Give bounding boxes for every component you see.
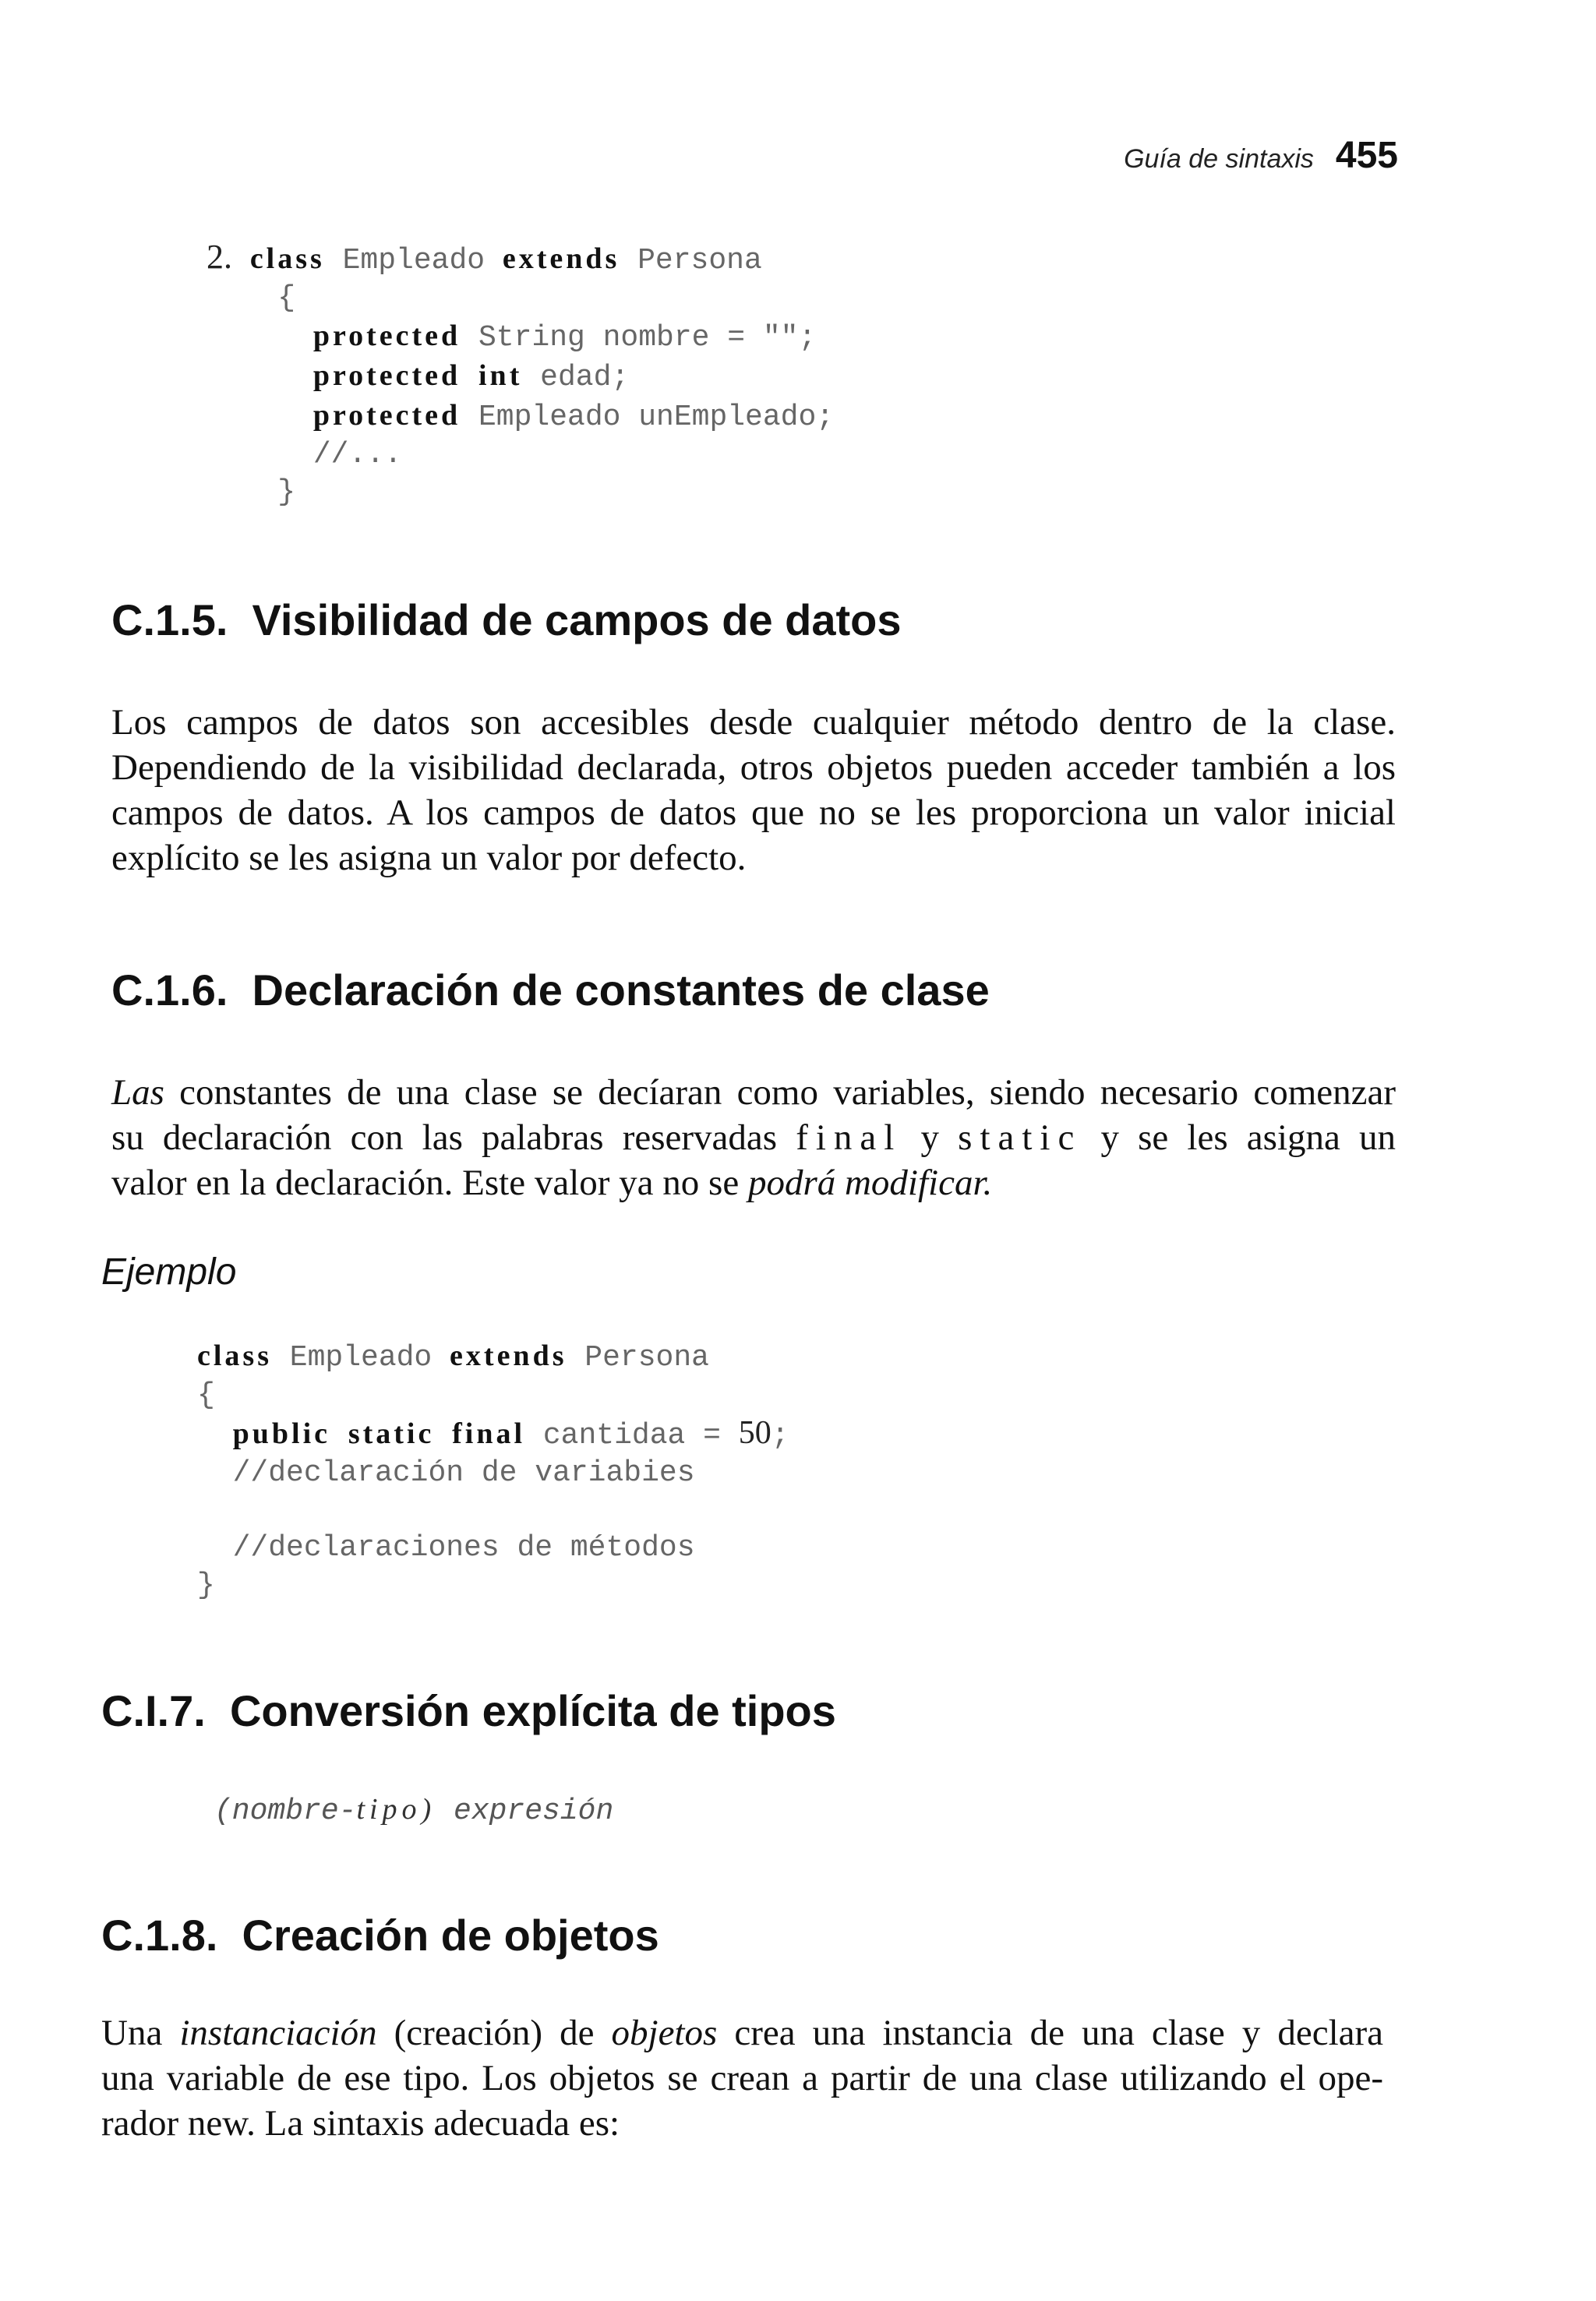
text: constantes de una clase se decíaran como variables, siendo necesario comenzar: [164, 1072, 1396, 1113]
code-keyword: protected: [312, 399, 461, 432]
section-title: Declaración de constantes de clase: [252, 965, 990, 1015]
code-comment: //declaración de variabies: [232, 1456, 695, 1490]
code-comment: //...: [312, 438, 402, 471]
cast-syntax: [214, 1792, 613, 1828]
code-comment: //declaraciones de métodos: [232, 1531, 695, 1565]
code-text: Empleado unEmpleado;: [461, 401, 835, 434]
paragraph-line: rador new. La sintaxis adecuada es:: [101, 2103, 620, 2144]
running-header: [1124, 134, 1398, 177]
item-number: 2.: [207, 238, 232, 276]
section-number: C.1.6.: [111, 965, 228, 1015]
section-title: Visibilidad de campos de datos: [252, 595, 902, 644]
code-keyword: protected: [312, 359, 461, 392]
code-keyword: static: [348, 1417, 435, 1450]
italic-text: podrá modificar.: [747, 1163, 993, 1203]
text: crea una instancia de una clase y declara: [717, 2013, 1383, 2053]
code-close-brace: }: [277, 475, 296, 509]
cast-syntax-part: tipo): [356, 1793, 436, 1826]
code-keyword: class: [249, 242, 325, 275]
italic-text: objetos: [611, 2013, 718, 2053]
paragraph-line: [111, 1160, 1396, 1205]
text: valor en la declaración. Este valor ya no se: [111, 1163, 748, 1203]
code-keyword: extends: [502, 242, 620, 275]
code-keyword: public: [232, 1417, 330, 1450]
paragraph-line: una variable de ese tipo. Los objetos se crean a partir de una clase utilizando el ope-: [101, 2058, 1383, 2098]
page-number: 455: [1335, 135, 1398, 176]
keyword-final: final: [796, 1117, 902, 1158]
paragraph-line: Dependiendo de la visibilidad declarada, otros objetos pueden acceder también a los: [111, 747, 1396, 788]
code-keyword: final: [452, 1417, 526, 1450]
paragraph-visibilidad: [111, 700, 1396, 881]
code-number: 50: [738, 1415, 772, 1451]
code-block-constante: [197, 1337, 789, 1604]
code-text: Persona: [620, 244, 762, 277]
paragraph-line: [101, 2010, 1383, 2056]
code-text: cantidaa =: [525, 1419, 739, 1452]
text: Una: [101, 2013, 180, 2053]
text: y se les asigna un: [1082, 1117, 1396, 1158]
italic-text: instanciación: [179, 2013, 377, 2053]
section-number: C.1.5.: [111, 595, 228, 644]
code-text: Empleado: [324, 244, 503, 277]
code-close-brace: }: [197, 1569, 215, 1602]
code-text: ;: [771, 1419, 789, 1452]
example-label: Ejemplo: [101, 1251, 237, 1293]
code-keyword: protected: [312, 319, 461, 352]
code-keyword: int: [478, 359, 523, 392]
paragraph-line: Los campos de datos son accesibles desde cualquier método dentro de la clase.: [111, 702, 1396, 743]
text: su declaración con las palabras reservadas: [111, 1117, 796, 1158]
section-title: Creación de objetos: [242, 1911, 659, 1960]
section-title: Conversión explícita de tipos: [229, 1686, 836, 1735]
code-keyword: class: [197, 1339, 272, 1372]
paragraph-line: [111, 1115, 1396, 1160]
code-keyword: extends: [450, 1339, 567, 1372]
code-open-brace: {: [197, 1378, 215, 1412]
paragraph-line: [111, 1070, 1396, 1115]
code-text: Empleado: [272, 1341, 450, 1375]
paragraph-line: explícito se les asigna un valor por defecto.: [111, 838, 747, 878]
code-text: String nombre = "";: [461, 321, 817, 355]
section-number: C.I.7.: [101, 1686, 206, 1735]
text: (creación) de: [376, 2013, 612, 2053]
code-text: Persona: [567, 1341, 709, 1375]
section-heading-c16: [111, 965, 990, 1015]
paragraph-constantes: [111, 1070, 1396, 1205]
code-open-brace: {: [277, 281, 296, 315]
section-heading-c18: [101, 1910, 659, 1960]
section-number: C.1.8.: [101, 1911, 218, 1960]
code-block-empleado-fields: [207, 238, 834, 511]
running-title: Guía de sintaxis: [1124, 144, 1314, 174]
paragraph-line: campos de datos. A los campos de datos que no se les proporciona un valor inicial: [111, 792, 1396, 833]
paragraph-creacion: [101, 2010, 1383, 2146]
cast-syntax-part: expresión: [436, 1795, 614, 1828]
section-heading-c15: [111, 595, 902, 645]
text: y: [902, 1117, 959, 1158]
cast-syntax-part: (nombre-: [214, 1795, 357, 1828]
italic-text: Las: [111, 1072, 164, 1113]
keyword-static: static: [958, 1117, 1082, 1158]
section-heading-c17: [101, 1685, 836, 1736]
code-text: edad;: [522, 361, 630, 394]
